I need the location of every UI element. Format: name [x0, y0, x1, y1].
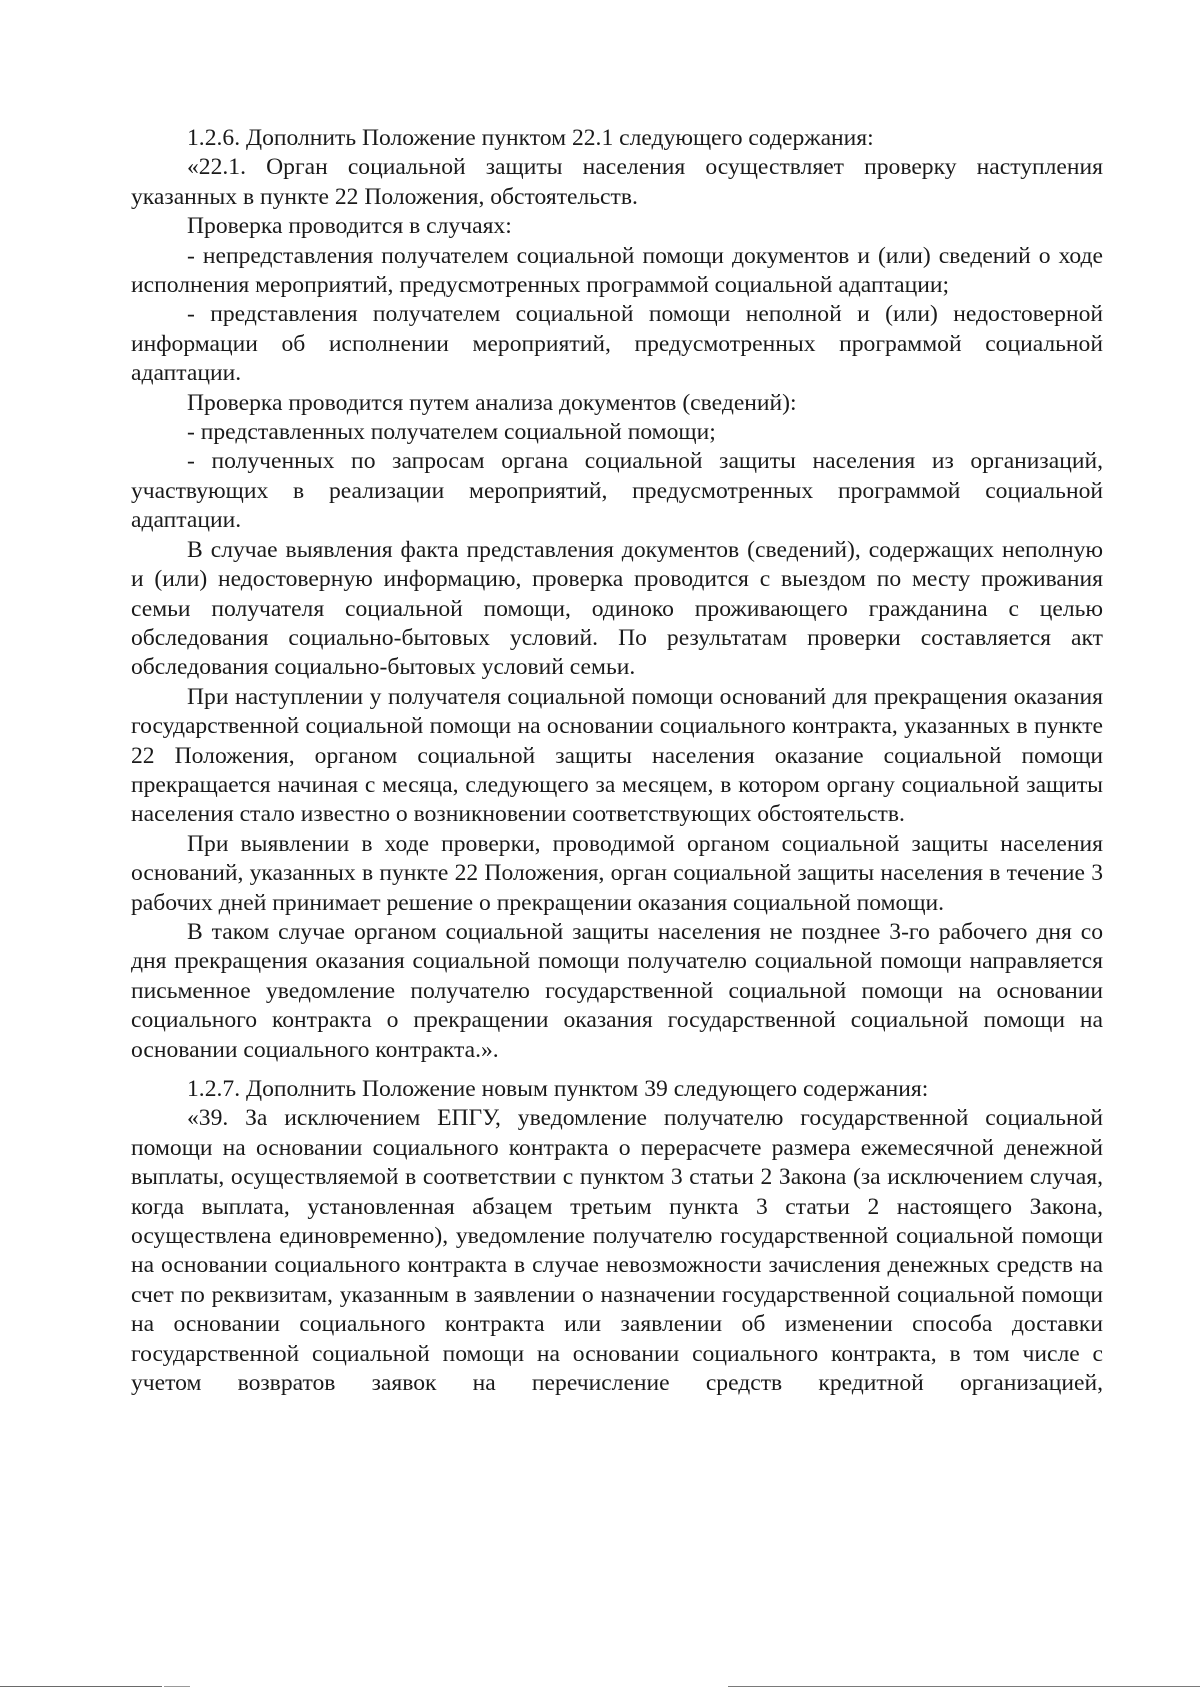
- paragraph-39-notification: «39. За исключением ЕПГУ, уведомление получателю государственной социальной помощи на основании социального контракта о перерасчете размера ежемесячной денежной выплаты, осуществляемой в соответствии с пунктом 3 статьи 2 Закона (за исключением случая, когда выплата, установленная абзацем третьим пункта 3 статьи 2 настоящего Закона, осуществлена единовременно), уведомление получателю государственной социальной помощи на основании социального контракта в случае невозможности зачисления денежных средств на счет по реквизитам, указанным в заявлении о назначении государственной социальной помощи на основании социального контракта или заявлении об изменении способа доставки государственной социальной помощи на основании социального контракта, в том числе с учетом возвратов заявок на перечисление средств кредитной организацией,: [131, 1105, 1103, 1397]
- paragraph-case-incomplete-info: - представления получателем социальной помощи неполной и (или) недостоверной информации об исполнении мероприятий, предусмотренных программой социальной адаптации.: [131, 301, 1103, 387]
- paragraph-check-cases-heading: Проверка проводится в случаях:: [187, 213, 512, 240]
- paragraph-1-2-6-heading: 1.2.6. Дополнить Положение пунктом 22.1 следующего содержания:: [187, 125, 874, 151]
- paragraph-written-notice: В таком случае органом социальной защиты населения не позднее 3-го рабочего дня со дня прекращения оказания социальной помощи получателю социальной помощи направляется письменное уведомление получателю государственной социальной помощи на основании социального контракта о прекращении оказания государственной социальной помощи на основании социального контракта.».: [131, 918, 1103, 1063]
- paragraph-check-method-heading: Проверка проводится путем анализа документов (сведений):: [187, 389, 797, 416]
- paragraph-termination-grounds: При наступлении у получателя социальной помощи оснований для прекращения оказания государственной социальной помощи на основании социального контракта, указанных в пункте 22 Положения, органом социальной защиты населения оказание социальной помощи прекращается начиная с месяца, следующего за месяцем, в котором органу социальной защиты населения стало известно о возникновении соответствующих обстоятельств.: [131, 683, 1103, 828]
- paragraph-on-site-inspection: В случае выявления факта представления документов (сведений), содержащих неполную и (или) недостоверную информацию, проверка проводится с выездом по месту проживания семьи получателя социальной помощи, одиноко проживающего гражданина с целью обследования социально-бытовых условий. По результатам проверки составляется акт обследования социально-бытовых условий семьи.: [131, 536, 1103, 681]
- paragraph-method-submitted: - представленных получателем социальной помощи;: [187, 419, 716, 446]
- paragraph-method-requested: - полученных по запросам органа социальной защиты населения из организаций, участвующих в реализации мероприятий, предусмотренных программой социальной адаптации.: [131, 448, 1103, 534]
- document-body: [131, 124, 1103, 1398]
- paragraph-case-nonsubmission: - непредставления получателем социальной помощи документов и (или) сведений о ходе исполнения мероприятий, предусмотренных программой социальной адаптации;: [131, 242, 1103, 299]
- bottom-left-dash: [164, 1686, 190, 1687]
- paragraph-termination-decision: При выявлении в ходе проверки, проводимой органом социальной защиты населения оснований, указанных в пункте 22 Положения, орган социальной защиты населения в течение 3 рабочих дней принимает решение о прекращении оказания социальной помощи.: [131, 830, 1103, 916]
- bottom-right-rule: [728, 1686, 1200, 1687]
- bottom-left-rule: [0, 1686, 162, 1687]
- paragraph-22-1-intro: «22.1. Орган социальной защиты населения осуществляет проверку наступления указанных в пункте 22 Положения, обстоятельств.: [131, 154, 1103, 210]
- paragraph-1-2-7-heading: 1.2.7. Дополнить Положение новым пунктом 39 следующего содержания:: [187, 1076, 929, 1102]
